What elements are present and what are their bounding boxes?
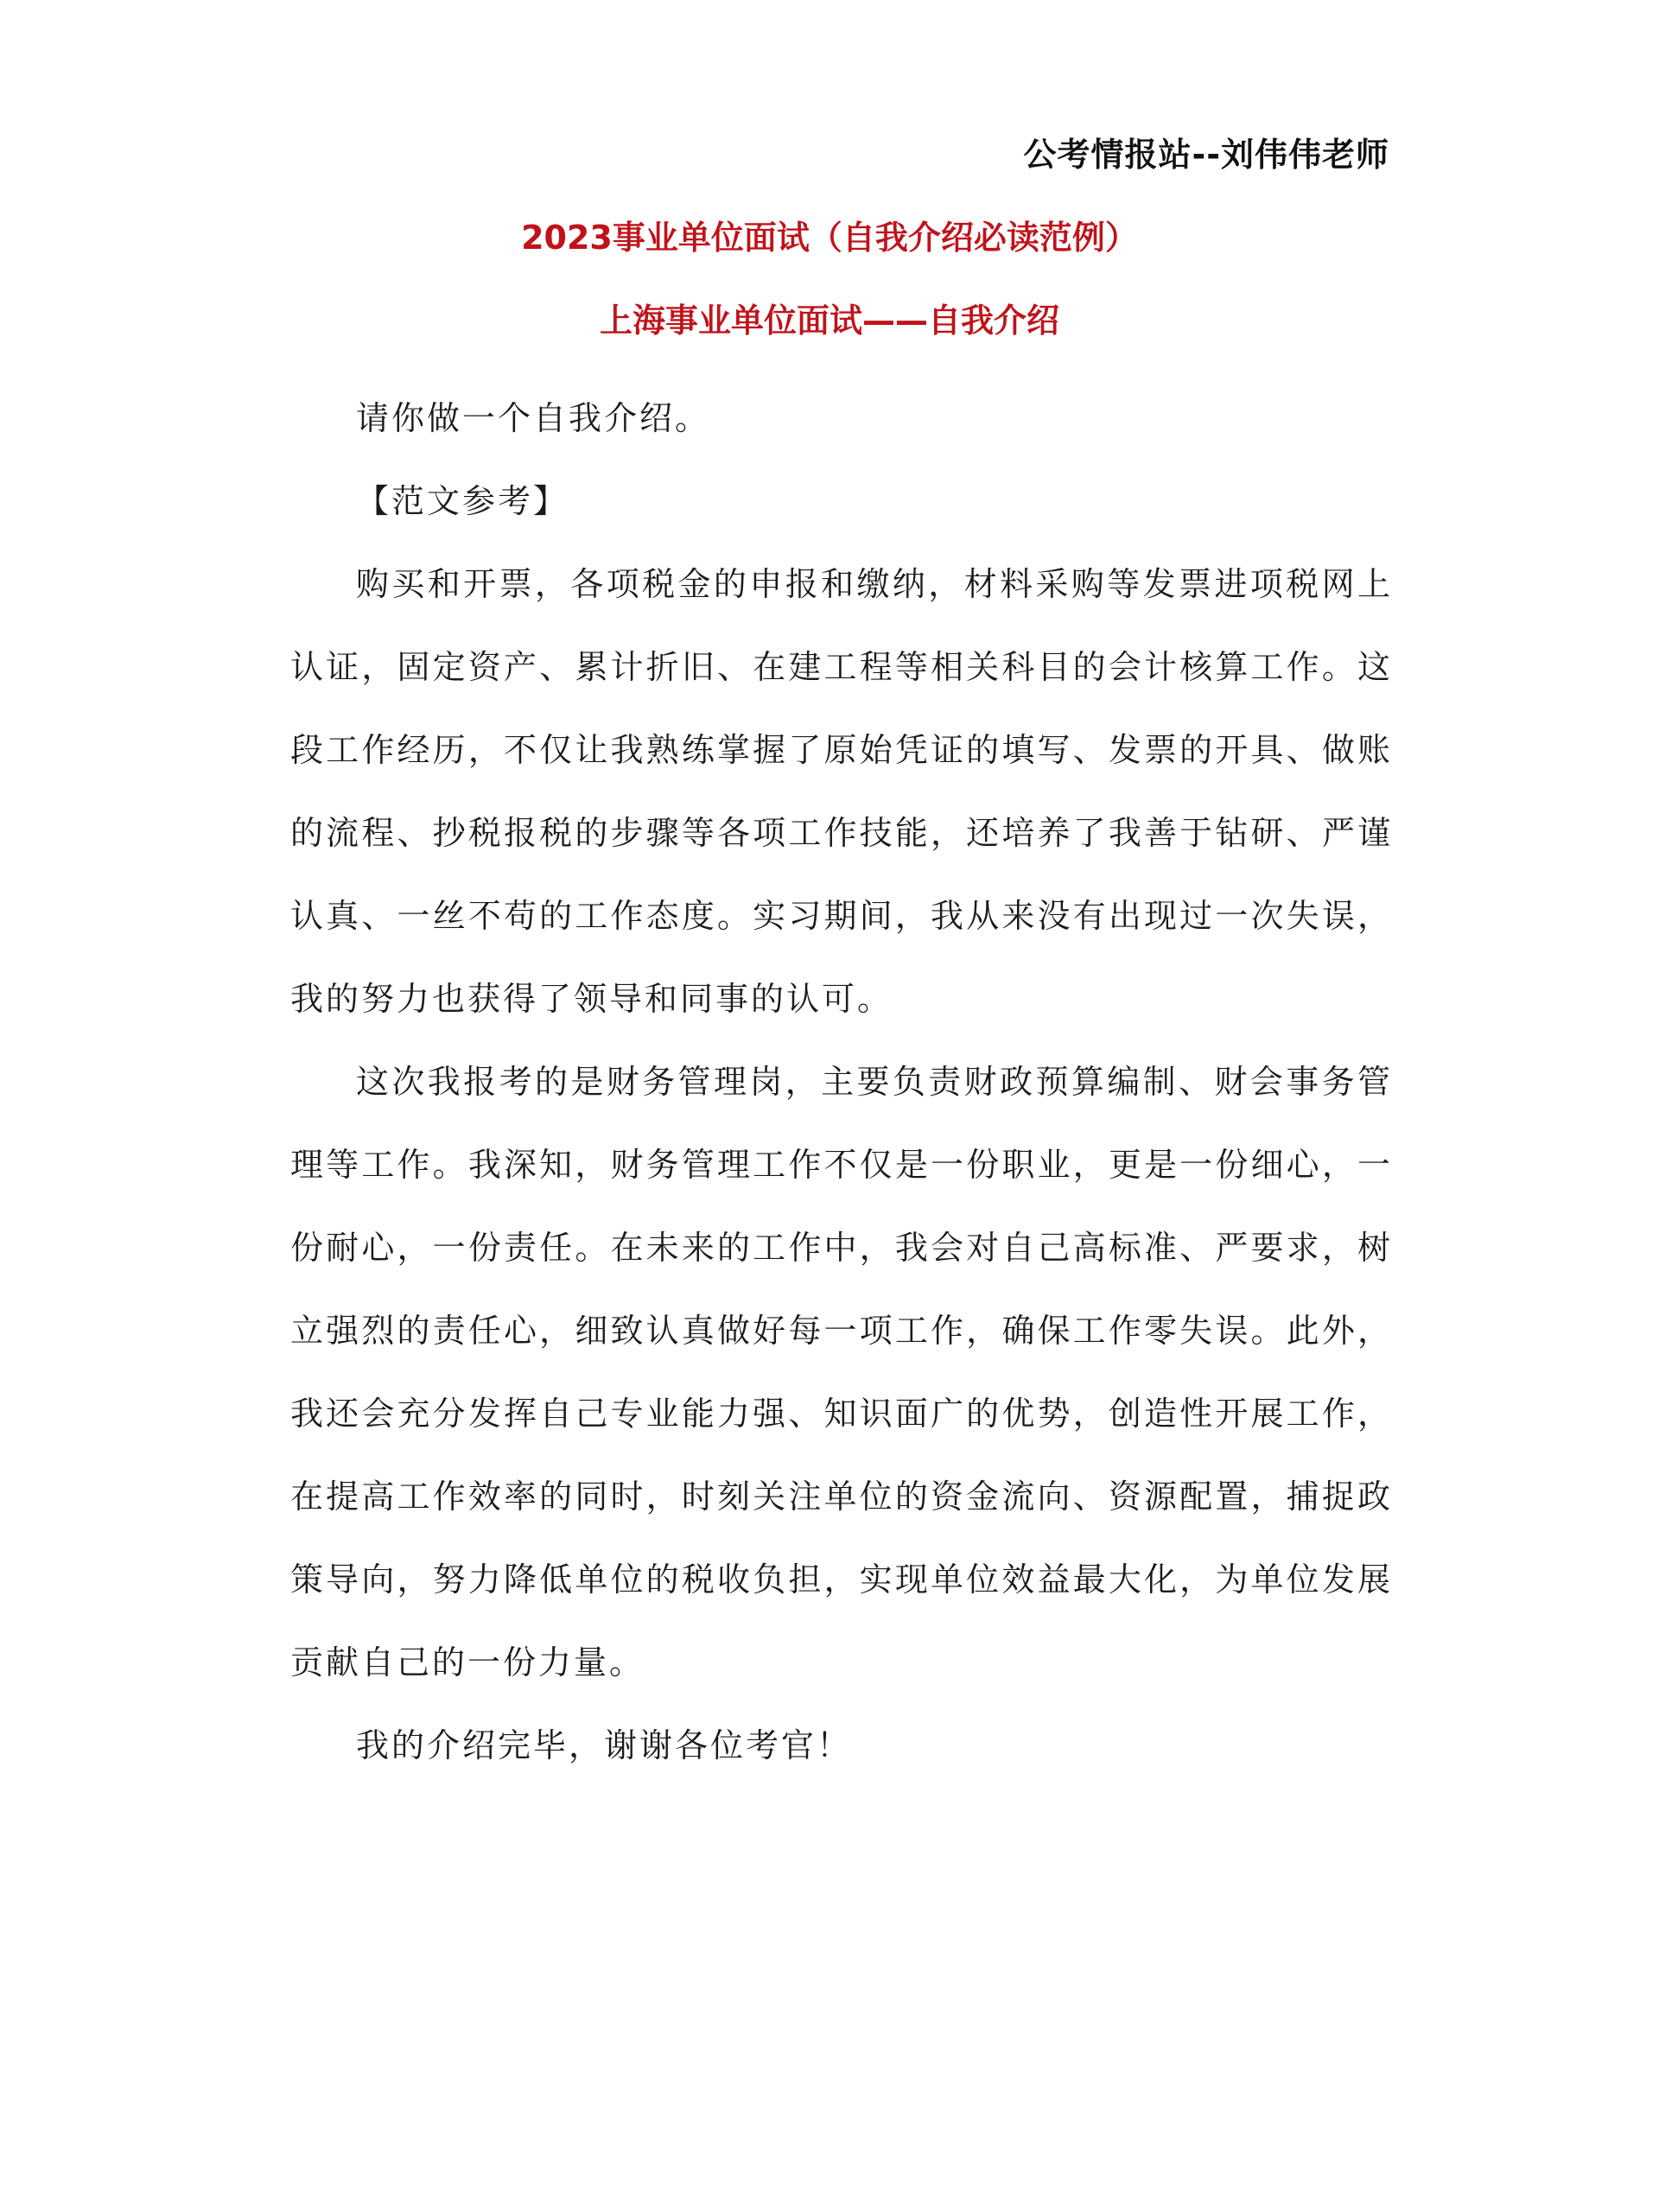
page-subtitle: 上海事业单位面试——自我介绍 [599, 302, 1059, 340]
closing-text: 我的介绍完毕，谢谢各位考官！ [356, 1726, 853, 1764]
reference-label: 【范文参考】 [356, 482, 569, 520]
question-text: 请你做一个自我介绍。 [356, 399, 711, 437]
header-brand: 公考情报站--刘伟伟老师 [1023, 136, 1389, 174]
body-paragraph-1: 购买和开票，各项税金的申报和缴纳，材料采购等发票进项税网上认证，固定资产、累计折旧、在建工程等相关科目的会计核算工作。这段工作经历，不仅让我熟练掌握了原始凭证的填写、发票的开具、做账的流程、抄税报税的步骤等各项工作技能，还培养了我善于钻研、严谨认真、一丝不苟的工作态度。实习期间，我从来没有出现过一次失误，我的努力也获得了领导和同事的认可。 [290, 565, 1393, 1018]
page-title: 2023事业单位面试（自我介绍必读范例） [521, 219, 1138, 257]
body-paragraph-2: 这次我报考的是财务管理岗，主要负责财政预算编制、财会事务管理等工作。我深知，财务管理工作不仅是一份职业，更是一份细心，一份耐心，一份责任。在未来的工作中，我会对自己高标准、严要求，树立强烈的责任心，细致认真做好每一项工作，确保工作零失误。此外，我还会充分发挥自己专业能力强、知识面广的优势，创造性开展工作，在提高工作效率的同时，时刻关注单位的资金流向、资源配置，捕捉政策导向，努力降低单位的税收负担，实现单位效益最大化，为单位发展贡献自己的一份力量。 [290, 1063, 1393, 1681]
document-body [290, 377, 1393, 1787]
